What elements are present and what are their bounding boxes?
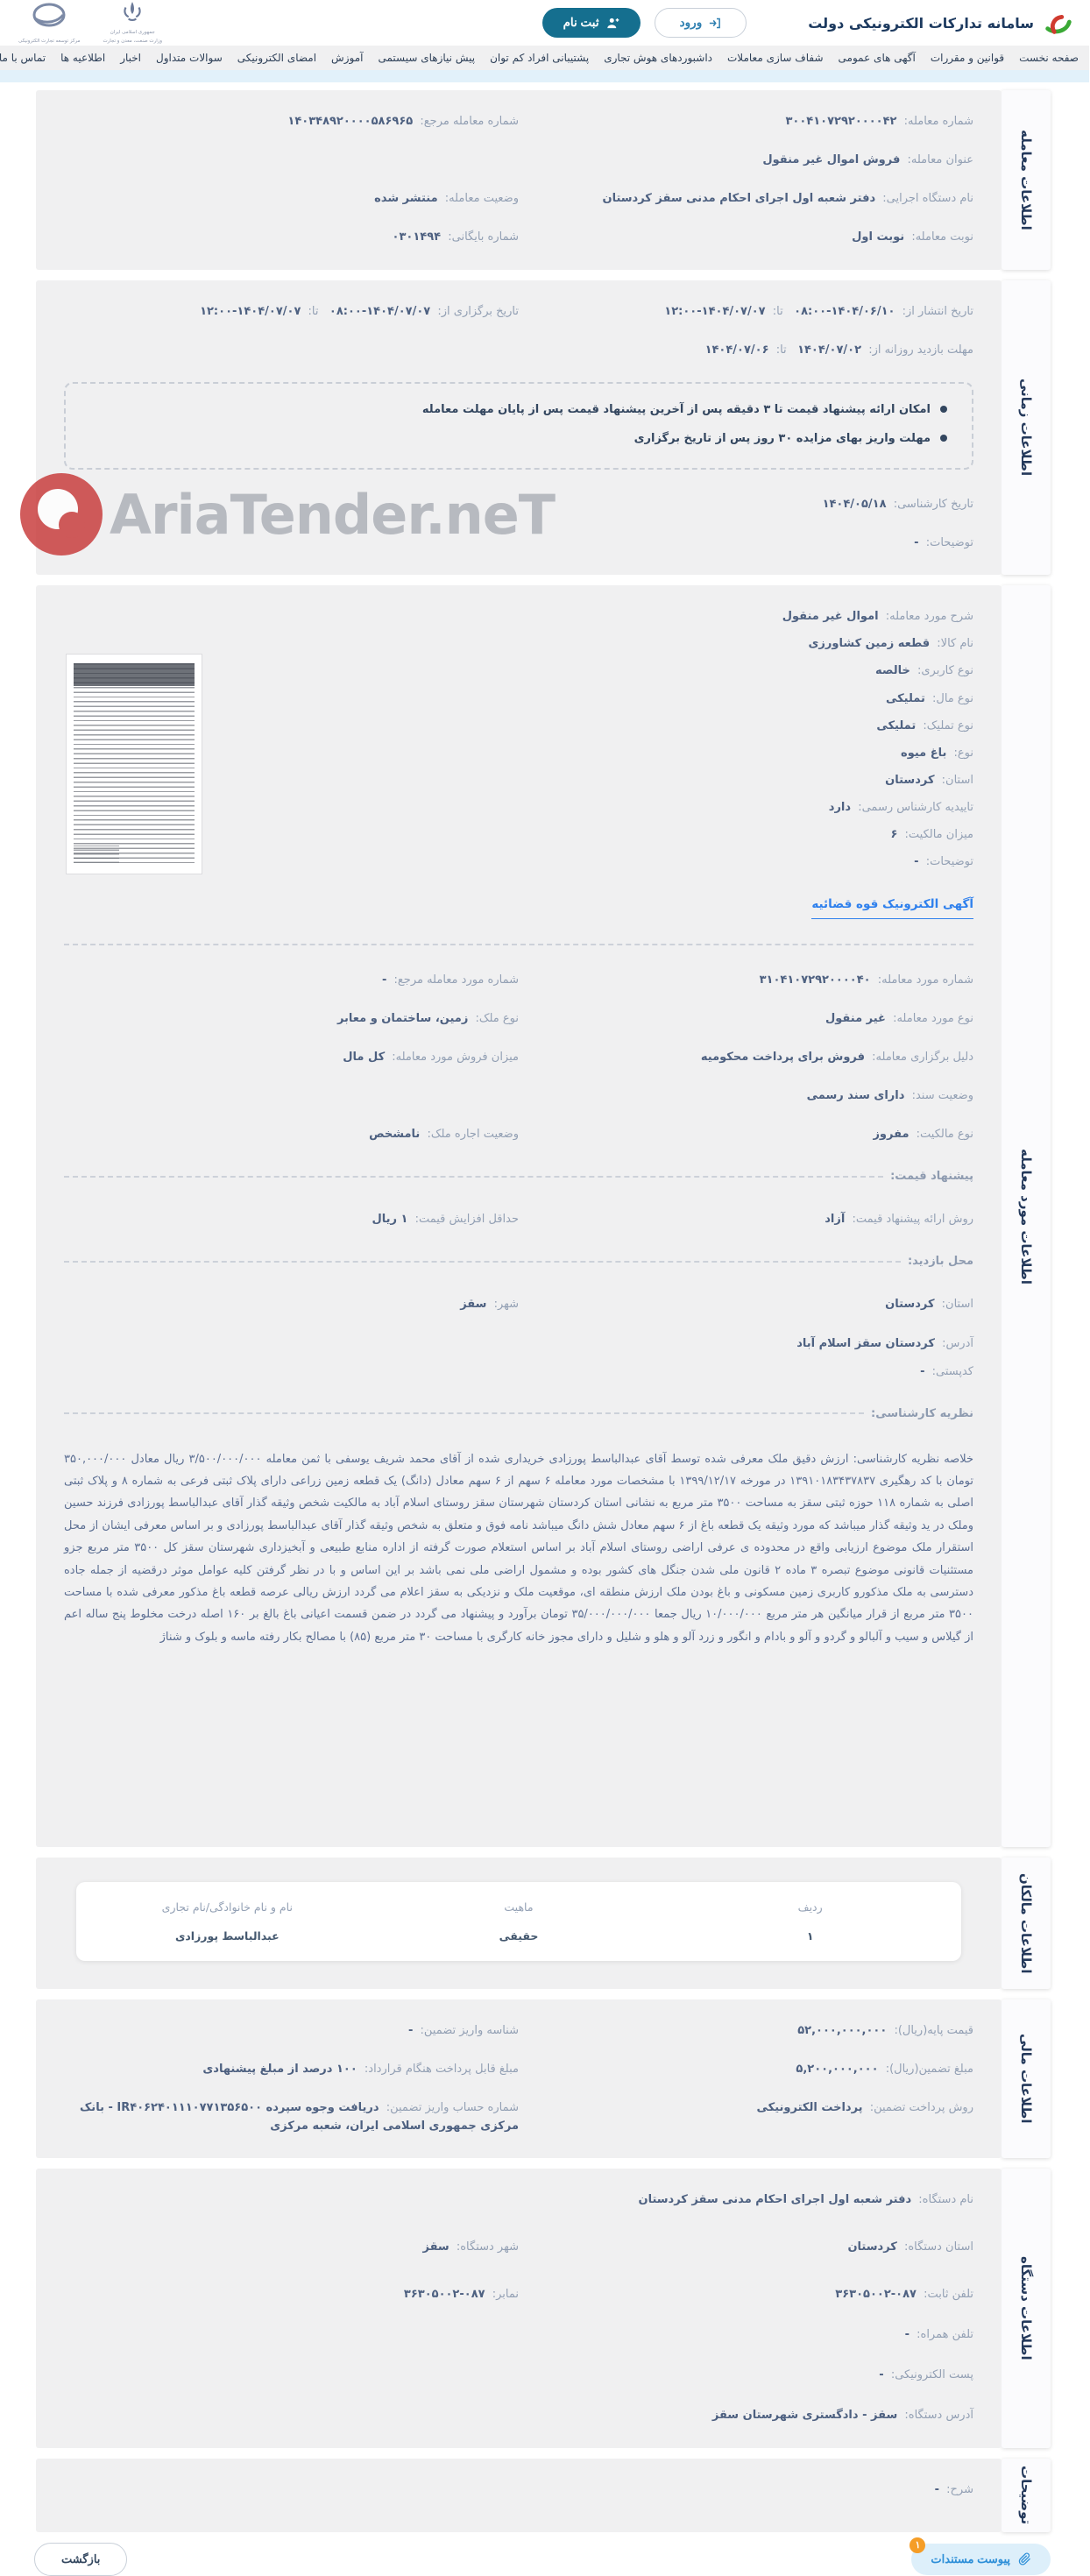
iran-emblem-icon (122, 1, 145, 27)
globe-icon (31, 1, 69, 36)
register-label: ثبت نام (563, 16, 600, 29)
rent-status: وضعیت اجاره ملک: نامشخص (370, 1128, 520, 1142)
iran-emblem-logo: جمهوری اسلامی ایران وزارت صنعت، معدن و تجارت (103, 1, 163, 46)
nav-announcements[interactable]: اطلاعیه ها (61, 52, 107, 64)
remarks-card (37, 2459, 1002, 2532)
guarantee-amount: مبلغ تضمین(ریال): ۵,۲۰۰,۰۰۰,۰۰۰ (796, 2063, 974, 2077)
brand (809, 6, 1076, 39)
footer-actions (35, 2540, 1051, 2576)
deal-status: وضعیت معامله: منتشر شده (375, 192, 520, 206)
agency-address: آدرس دستگاه: سقز - دادگستری شهرستان سقز (712, 2409, 974, 2423)
auth-buttons (543, 8, 748, 38)
government-logos (14, 1, 163, 46)
executive-agency: نام دستگاه اجرایی: دفتر شعبه اول اجرای احکام مدنی سقز کردستان (603, 192, 974, 206)
app-title: سامانه تدارکات الکترونیکی دولت (809, 14, 1035, 32)
nav-home[interactable]: صفحه نخست (1020, 52, 1079, 64)
agency-fax: نمابر: ۰۸۷-۳۶۳۰۵۰۰۲ (404, 2287, 520, 2301)
min-increment: حداقل افزایش قیمت: ۱ ریال (372, 1213, 520, 1227)
deal-ref-number: شماره معامله مرجع: ۱۴۰۳۴۸۹۲۰۰۰۰۵۸۶۹۶۵ (288, 115, 520, 128)
agency-info-card (37, 2169, 1002, 2448)
section-agency-info (35, 2169, 1051, 2448)
nav-accessibility[interactable]: پشتیبانی افراد کم توان (491, 52, 591, 64)
col-row-number: ردیف (798, 1900, 824, 1914)
register-button[interactable] (543, 8, 641, 38)
financial-info-card (37, 1999, 1002, 2158)
estate-type: نوع ملک: زمین، ساختمان و معابر (337, 1011, 520, 1025)
timing-info-card (37, 280, 1002, 576)
nav-training[interactable]: آموزش (332, 52, 365, 64)
owners-table-header (82, 1893, 957, 1921)
base-price: قیمت پایه(ریال): ۵۲,۰۰۰,۰۰۰,۰۰۰ (798, 2024, 974, 2038)
visit-address: آدرس: کردستان سقز اسلام آباد (797, 1336, 974, 1350)
agency-info-tab: اطلاعات دستگاه (1002, 2169, 1051, 2448)
guarantee-deposit-id: شناسه واریز تضمین: - (408, 2024, 520, 2038)
official-expert-approval: تاییدیه کارشناس رسمی: دارد (829, 801, 974, 815)
main-nav (0, 46, 1090, 70)
bullet-icon (941, 406, 948, 413)
owners-table-row (82, 1921, 957, 1950)
agency-province: استان دستگاه: کردستان (848, 2240, 974, 2254)
owners-info-card (37, 1858, 1002, 1989)
daily-visit-dates: مهلت بازدید روزانه از: ۱۴۰۴/۰۷/۰۲ تا: ۱۴۰۴/۰۷/۰۶ (705, 343, 974, 357)
sub-header-strip (0, 70, 1090, 82)
subject-ref-number: شماره مورد معامله مرجع: - (382, 973, 520, 987)
agency-name: نام دستگاه: دفتر شعبه اول اجرای احکام مدنی سقز کردستان (639, 2192, 974, 2206)
property-type: نوع مال: تملیکی (886, 691, 974, 705)
document-preview-image[interactable] (67, 654, 203, 874)
top-header (0, 0, 1090, 46)
ownership-type: نوع مالکیت: مفروز (874, 1128, 974, 1142)
sale-portion: میزان فروش مورد معامله: کل مال (343, 1050, 520, 1064)
owner-row-number: ۱ (807, 1929, 815, 1943)
expert-review-date: تاریخ کارشناسی: ۱۴۰۴/۰۵/۱۸ (823, 497, 974, 511)
owner-name: عبدالباسط پورزادی (175, 1929, 280, 1943)
col-owner-name: نام و نام خانوادگی/نام تجاری (162, 1900, 294, 1914)
subject-info-card (37, 585, 1002, 1847)
subject-info-tab: اطلاعات مورد معامله (1002, 585, 1051, 1847)
guarantee-account-number: شماره حساب واریز تضمین: دریافت وجوه سپرده IR۴۰۶۲۴۰۱۱۱۰۷۷۱۳۵۶۵۰۰ - بانک مرکزی جمهوری اسلامی ایران، شعبه مرکزی (81, 2101, 520, 2133)
guarantee-payment-method: روش پرداخت تضمین: پرداخت الکترونیکی (757, 2101, 974, 2115)
visit-postal-code: کدپستی: - (921, 1364, 974, 1378)
archive-number: شماره بایگانی: ۰۳۰۱۴۹۴ (393, 230, 520, 244)
auction-reason: دلیل برگزاری معامله: فروش برای پرداخت محکومیه (701, 1050, 974, 1064)
visit-city: شهر: سقز (461, 1298, 520, 1312)
deal-info-card (37, 90, 1002, 270)
holding-dates: تاریخ برگزاری از: ۱۴۰۴/۰۷/۰۷-۰۸:۰۰ تا: ۱۴۰۴/۰۷/۰۷-۱۲:۰۰ (201, 304, 520, 318)
province: استان: کردستان (886, 773, 974, 787)
bullet-icon (941, 435, 948, 442)
subject-notes: توضیحات: - (915, 855, 974, 869)
timing-description: توضیحات: - (915, 535, 974, 549)
watermark-text: AriaTender.neT (110, 482, 556, 547)
agency-email: پست الکترونیکی: - (880, 2368, 974, 2382)
ownership-kind: نوع تملیک: تملیکی (877, 718, 974, 732)
owners-table (77, 1882, 962, 1961)
agency-mobile: تلفن همراه: - (905, 2328, 974, 2342)
back-button[interactable]: بازگشت (35, 2543, 128, 2576)
section-remarks (35, 2459, 1051, 2532)
visit-location-header: محل بازدید: (65, 1255, 974, 1268)
visit-province: استان: کردستان (886, 1298, 974, 1312)
section-financial-info (35, 1999, 1051, 2158)
remarks-text: شرح: - (935, 2482, 974, 2496)
offer-method: روش ارائه پیشنهاد قیمت: آزاد (825, 1213, 974, 1227)
nav-system-requirements[interactable]: پیش نیازهای سیستمی (379, 52, 477, 64)
login-label: ورود (680, 16, 704, 29)
section-subject-info (35, 585, 1051, 1847)
login-button[interactable] (655, 8, 748, 38)
usage-type: نوع کاربری: خالصه (876, 664, 974, 678)
nav-bi-dashboards[interactable]: داشبوردهای هوش تجاری (605, 52, 713, 64)
financial-info-tab: اطلاعات مالی (1002, 1999, 1051, 2158)
ownership-amount: میزان مالکیت: ۶ (891, 828, 974, 842)
nav-public-ads[interactable]: آگهی های عمومی (839, 52, 917, 64)
deed-status: وضعیت سند: دارای سند رسمی (807, 1088, 974, 1102)
judiciary-e-notice-link[interactable]: آگهی الکترونیک قوه قضائیه (812, 897, 974, 919)
expert-opinion-summary: خلاصه نظریه کارشناسی: ارزش دقیق ملک معرفی شده توسط آقای عبدالباسط پورزادی خریداری شده از آقای محمد شریف یوسفی با ثمن معامله ۳/۵۰۰/۰۰۰/۰۰۰ ریال معادل ۳۵۰,۰۰۰/۰۰۰ تومان با کد رهگیری ۱۳۹۱۰۱۸۳۴۳۷۸۳۷ در مورخه ۱۳۹۹/۱۲/۱۷ با مشخصات مورد معامله ۶ سهم از ۶ سهم معادل (دانگ) یک قطعه زمین زراعی دارای پلاک ثبتی فرعی به شماره ۸ و پلاک ثبتی اصلی به شماره ۱۱۸ حوزه ثبتی سقز به مساحت ۳۵۰۰ متر مربع به نشانی استان کردستان شهرستان سقز روستای اسلام آباد به مالکیت شخص وثیقه گذار آقای عبدالباسط پورزادی فرزند حسین وملک در ید وثیقه گذار میباشد که مورد وثیقه یک قطعه باغ از ۶ سهم معادل شش دانگ میباشد نامه فوق و متعلق به شخص وثیقه گذار آقای عبدالباسط پورزادی و بر اساس معرفی ایشان از محل استقرار ملک موضوع ارزیابی واقع در محدوده ی عرفی اراضی روستای اسلام آباد بر اساس استعلام صورت گرفته از اداره منابع طبیعی و آبخیزداری شهرستان سقز کل ۳۵۰۰ متر مربع جزو مستثنیات قانونی موضوع تبصره ۳ ماده ۲ قانون ملی شدن جنگل های کشور بوده و مشمول اراضی ملی نمی باشد بر این اساس و با در نظر گرفتن کلیه عوامل موثر درقضیه از جمله جاده دسترسی به ملک مذکورو کاربری زمین مسکونی و باغ بودن ملک ارزش منطقه ای، موقعیت ملک و نزدیکی به سقز اعلام می گردد ارزش ریالی عرصه قطعه باغ مذکور معرفی شده با مساحت ۳۵۰۰ متر مربع از قرار میانگین هر متر مربع ۱۰/۰۰۰/۰۰۰ ریال جمعا ۳۵/۰۰۰/۰۰۰/۰۰۰ تومان برآورد و پیشنهاد می گردد در ضمن قسمت اعیانی باغ بالغ بر ۱۶۰ اصله درخت مخلوط پنج ساله اعم از گیلاس و سیب و آلبالو و گردو و آلو و بادام و انگور و زرد آلو و هلو و شلیل و دارای مجوز خانه کارگری با مساحت ۳۰ متر مربع (۸۵) با مصالح بکار رفته ماسه و بلوک و شناژ (65, 1452, 975, 1644)
nav-items (0, 52, 1079, 64)
section-deal-info (35, 90, 1051, 270)
deal-title: عنوان معامله: فروش اموال غیر منقول (763, 153, 974, 167)
attachment-count-badge: ۱ (910, 2537, 926, 2553)
agency-phone: تلفن ثابت: ۰۸۷-۳۶۳۰۵۰۰۲ (836, 2287, 974, 2301)
section-owners-info (35, 1858, 1051, 1989)
login-icon (709, 17, 722, 30)
user-plus-icon (607, 17, 620, 30)
subject-description: شرح مورد معامله: اموال غیر منقول (782, 610, 974, 624)
setad-logo-icon (1043, 6, 1076, 39)
nav-faq[interactable]: سوالات متداول (157, 52, 223, 64)
attach-documents-button[interactable] (912, 2540, 1051, 2575)
paperclip-icon (1019, 2552, 1032, 2565)
deal-info-tab: اطلاعات معامله (1002, 90, 1051, 270)
timing-note: امکان ارائه پیشنهاد قیمت تا ۳ دقیقه پس از آخرین پیشنهاد قیمت پس از پایان مهلت معامله (91, 403, 948, 416)
attach-documents-label: پیوست مستندات (931, 2551, 1011, 2565)
nav-news[interactable]: اخبار (121, 52, 143, 64)
section-timing-info (35, 280, 1051, 576)
nav-transparency[interactable]: شفاف سازی معاملات (728, 52, 825, 64)
agency-city: شهر دستگاه: سقز (423, 2240, 520, 2254)
kind: نوع: باغ میوه (902, 746, 974, 760)
item-name: نام کالا: قطعه زمین کشاورزی (809, 637, 974, 651)
timing-info-tab: اطلاعات زمانی (1002, 280, 1051, 576)
col-entity-type: ماهیت (505, 1900, 534, 1914)
price-offer-header: پیشنهاد قیمت: (65, 1170, 974, 1183)
publish-dates: تاریخ انتشار از: ۱۴۰۴/۰۶/۱۰-۰۸:۰۰ تا: ۱۴۰۴/۰۷/۰۷-۱۲:۰۰ (665, 304, 974, 318)
nav-rules[interactable]: قوانین و مقررات (931, 52, 1006, 64)
nav-contact[interactable]: تماس با ما (0, 52, 47, 64)
expert-opinion-header: نظریه کارشناسی: (65, 1407, 974, 1420)
subject-type: نوع مورد معامله: غیر منقول (825, 1011, 974, 1025)
payable-at-contract: مبلغ قابل پرداخت هنگام قرارداد: ۱۰۰ درصد از مبلغ پیشنهادی (203, 2063, 520, 2077)
deal-round: نوبت معامله: نوبت اول (853, 230, 974, 244)
deal-number: شماره معامله: ۳۰۰۴۱۰۷۲۹۲۰۰۰۰۴۲ (786, 115, 974, 128)
nav-e-signature[interactable]: امضای الکترونیکی (237, 52, 318, 64)
timing-notes-box (65, 382, 974, 470)
divider (65, 944, 974, 945)
subject-number: شماره مورد معامله: ۳۱۰۴۱۰۷۲۹۲۰۰۰۰۴۰ (760, 973, 974, 987)
owner-entity-type: حقیقی (499, 1929, 540, 1943)
remarks-tab: توضیحات (1002, 2459, 1051, 2532)
owners-info-tab: اطلاعات مالکان (1002, 1858, 1051, 1989)
timing-note: مهلت واریز بهای مزایده ۳۰ روز پس از تاریخ برگزاری (91, 432, 948, 445)
ecommerce-center-logo: مرکز توسعه تجارت الکترونیکی (19, 1, 81, 45)
